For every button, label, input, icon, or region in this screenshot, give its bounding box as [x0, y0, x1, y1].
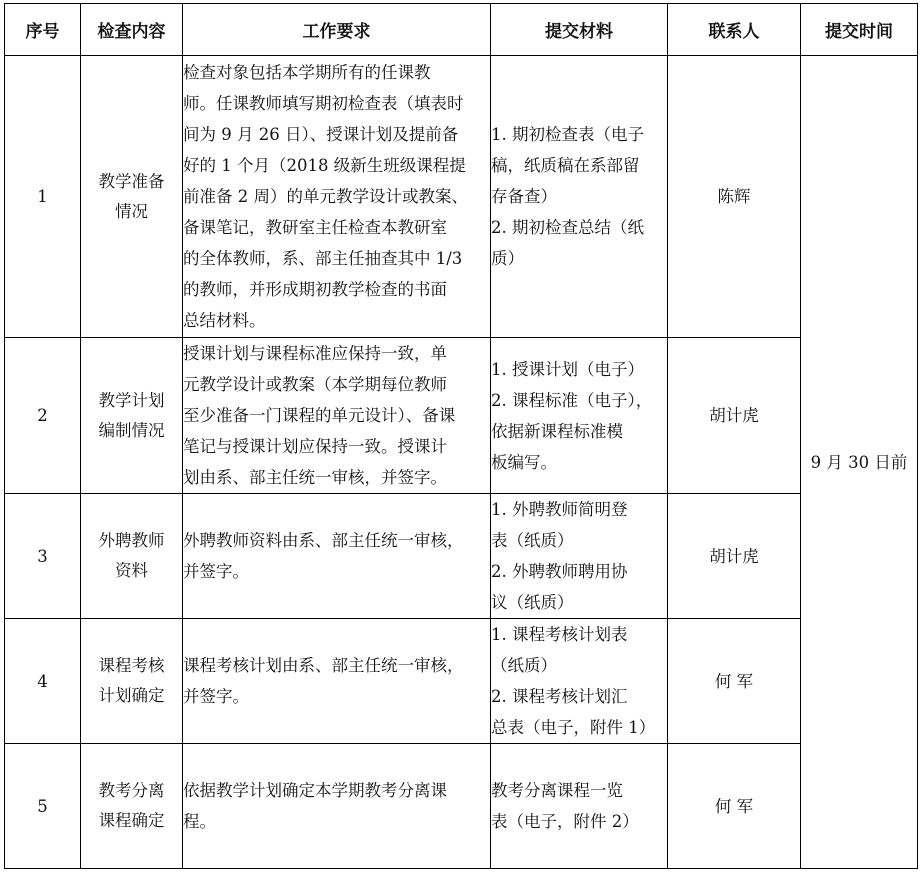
row-materials: 1. 期初检查表（电子 稿，纸质稿在系部留 存备查） 2. 期初检查总结（纸 质） [491, 56, 668, 338]
row-requirement: 授课计划与课程标准应保持一致，单 元教学设计或教案（本学期每位教师 至少准备一门课程的单元设计）、备课 笔记与授课计划应保持一致。授课计 划由系、部主任统一审核，并签字。 [183, 338, 491, 494]
row-number: 2 [5, 338, 81, 494]
table-row [5, 619, 918, 744]
row-number: 3 [5, 494, 81, 619]
header-contact: 联系人 [668, 4, 801, 56]
row-materials: 1. 课程考核计划表 （纸质） 2. 课程考核计划汇 总表（电子，附件 1） [491, 619, 668, 744]
row-item: 教考分离 课程确定 [81, 744, 183, 869]
row-materials: 1. 授课计划（电子） 2. 课程标准（电子）， 依据新课程标准模 板编写。 [491, 338, 668, 494]
row-contact: 胡计虎 [668, 338, 801, 494]
header-row [5, 4, 918, 56]
row-contact: 何 军 [668, 744, 801, 869]
inspection-table [4, 3, 918, 869]
row-requirement: 检查对象包括本学期所有的任课教 师。任课教师填写期初检查表（填表时 间为 9 月 26 日）、授课计划及提前备 好的 1 个月（2018 级新生班级课程提 前准备 2 周）的单元教学设计或教案、 备课笔记，教研室主任检查本教研室 的全体教师，系、部主任抽查其中 1/3 的教师，并形成期初教学检查的书面 总结材料。 [183, 56, 491, 338]
table-row [5, 744, 918, 869]
row-contact: 胡计虎 [668, 494, 801, 619]
header-number: 序号 [5, 4, 81, 56]
row-number: 1 [5, 56, 81, 338]
row-item: 教学准备 情况 [81, 56, 183, 338]
row-contact: 陈辉 [668, 56, 801, 338]
row-requirement: 外聘教师资料由系、部主任统一审核， 并签字。 [183, 494, 491, 619]
row-contact: 何 军 [668, 619, 801, 744]
header-submit-time: 提交时间 [801, 4, 918, 56]
row-number: 4 [5, 619, 81, 744]
row-number: 5 [5, 744, 81, 869]
row-requirement: 依据教学计划确定本学期教考分离课 程。 [183, 744, 491, 869]
row-materials: 1. 外聘教师简明登 表（纸质） 2. 外聘教师聘用协 议（纸质） [491, 494, 668, 619]
table-row [5, 338, 918, 494]
row-materials: 教考分离课程一览 表（电子，附件 2） [491, 744, 668, 869]
header-item: 检查内容 [81, 4, 183, 56]
table-row [5, 494, 918, 619]
row-requirement: 课程考核计划由系、部主任统一审核， 并签字。 [183, 619, 491, 744]
header-materials: 提交材料 [491, 4, 668, 56]
row-item: 课程考核 计划确定 [81, 619, 183, 744]
submit-time: 9 月 30 日前 [801, 56, 918, 869]
header-requirement: 工作要求 [183, 4, 491, 56]
table-row [5, 56, 918, 338]
row-item: 教学计划 编制情况 [81, 338, 183, 494]
row-item: 外聘教师 资料 [81, 494, 183, 619]
